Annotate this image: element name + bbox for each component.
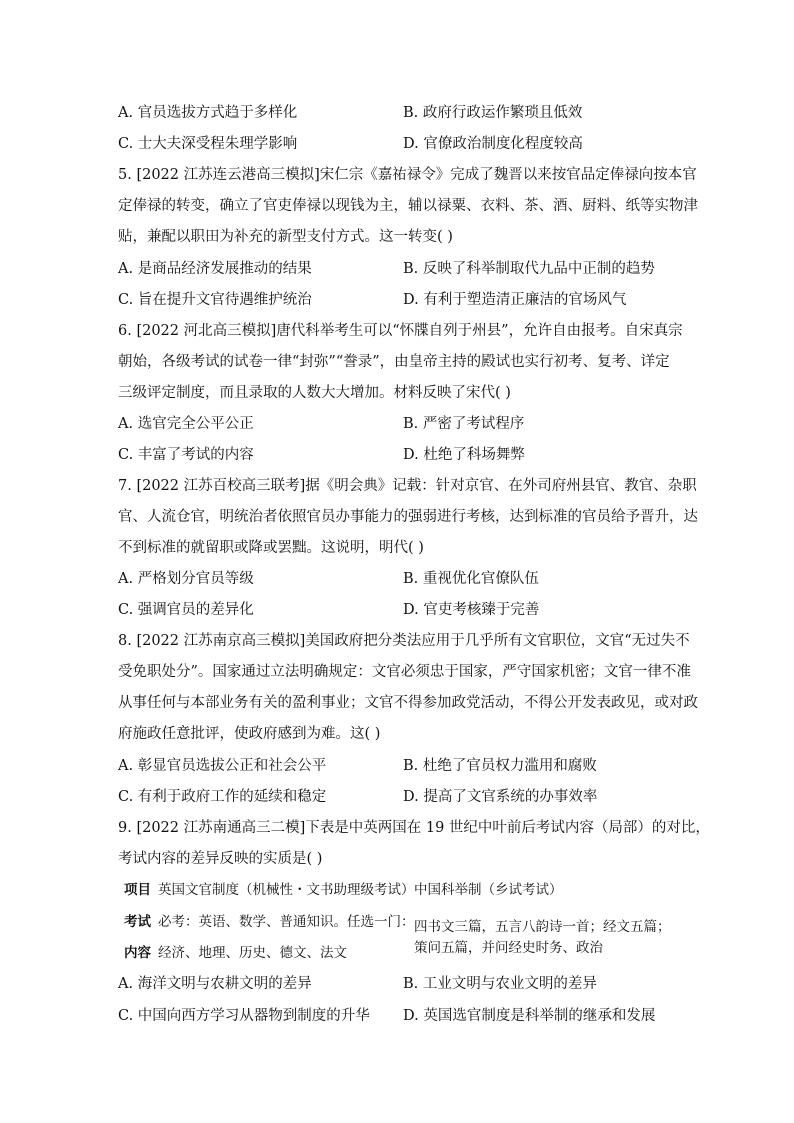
q4-option-a: A. 官员选拔方式趋于多样化 [118, 105, 298, 121]
q7-stem-line-3: 不到标准的就留职或降或罢黜。这说明，明代( ) [118, 540, 424, 556]
q7-option-a: A. 严格划分官员等级 [118, 571, 254, 587]
table-header-uk: 英国文官制度（机械性・文书助理级考试） [158, 882, 415, 898]
q8-option-d: D. 提高了文官系统的办事效率 [403, 789, 598, 805]
q6-option-c: C. 丰富了考试的内容 [118, 447, 254, 463]
q9-option-d: D. 英国选官制度是科举制的继承和发展 [403, 1008, 656, 1024]
q4-option-c: C. 士大夫深受程朱理学影响 [118, 136, 298, 152]
q5-stem-line-2: 定俸禄的转变，确立了官吏俸禄以现钱为主，辅以禄粟、衣料、茶、酒、厨料、纸等实物津 [118, 198, 698, 214]
q8-stem-line-4: 府施政任意批评，使政府感到为难。这( ) [118, 726, 381, 742]
q4-option-b: B. 政府行政运作繁琐且低效 [403, 105, 583, 121]
table-header-label: 项目 [124, 882, 151, 898]
q9-option-b: B. 工业文明与农业文明的差异 [403, 976, 597, 992]
q5-option-d: D. 有利于塑造清正廉洁的官场风气 [403, 292, 627, 308]
q7-option-c: C. 强调官员的差异化 [118, 602, 254, 618]
table-row-label-2: 内容 [124, 945, 151, 961]
q6-option-a: A. 选官完全公平公正 [118, 416, 254, 432]
q5-option-b: B. 反映了科举制取代九品中正制的趋势 [403, 261, 655, 277]
q6-option-b: B. 严密了考试程序 [403, 416, 525, 432]
q9-stem-line-1: 9. [2022 江苏南通高三二模]下表是中英两国在 19 世纪中叶前后考试内容（局部）的对比， [118, 820, 710, 836]
q7-option-d: D. 官吏考核臻于完善 [403, 602, 540, 618]
q9-option-a: A. 海洋文明与农耕文明的差异 [118, 976, 312, 992]
q5-stem-line-1: 5. [2022 江苏连云港高三模拟]宋仁宗《嘉祐禄令》完成了魏晋以来按官品定俸禄向按本官 [118, 167, 697, 183]
q5-option-c: C. 旨在提升文官待遇维护统治 [118, 292, 312, 308]
table-header-cn: 中国科举制（乡试考试） [414, 882, 563, 898]
q7-stem-line-1: 7. [2022 江苏百校高三联考]据《明会典》记载：针对京官、在外司府州县官、教官、杂职 [118, 478, 697, 494]
q6-option-d: D. 杜绝了科场舞弊 [403, 447, 525, 463]
q9-stem-line-2: 考试内容的差异反映的实质是( ) [118, 851, 323, 867]
q5-stem-line-3: 贴，兼配以职田为补充的新型支付方式。这一转变( ) [118, 229, 453, 245]
q6-stem-line-2: 朝始，各级考试的试卷一律“封弥”“誊录”，由皇帝主持的殿试也实行初考、复考、详定 [118, 354, 670, 370]
q9-option-c: C. 中国向西方学习从器物到制度的升华 [118, 1008, 370, 1024]
q4-option-d: D. 官僚政治制度化程度较高 [403, 136, 583, 152]
q7-stem-line-2: 官、人流仓官，明统治者依照官员办事能力的强弱进行考核，达到标准的官员给予晋升，达 [118, 509, 698, 525]
q6-stem-line-1: 6. [2022 河北高三模拟]唐代科举考生可以“怀牒自列于州县”，允许自由报考。自宋真宗 [118, 323, 683, 339]
q8-option-a: A. 彰显官员选拔公正和社会公平 [118, 758, 327, 774]
q7-option-b: B. 重视优化官僚队伍 [403, 571, 539, 587]
q8-stem-line-2: 受免职处分”。国家通过立法明确规定：文官必须忠于国家，严守国家机密；文官一律不准 [118, 664, 691, 680]
q8-stem-line-1: 8. [2022 江苏南京高三模拟]美国政府把分类法应用于几乎所有文官职位，文官“无过失不 [118, 633, 690, 649]
q6-stem-line-3: 三级评定制度，而且录取的人数大大增加。材料反映了宋代( ) [118, 385, 511, 401]
table-row-label-1: 考试 [124, 914, 151, 930]
q8-option-c: C. 有利于政府工作的延续和稳定 [118, 789, 327, 805]
table-cn-content-line-1: 四书文三篇，五言八韵诗一首；经文五篇； [414, 919, 671, 935]
q5-option-a: A. 是商品经济发展推动的结果 [118, 261, 312, 277]
table-uk-content-line-2: 经济、地理、历史、德文、法文 [158, 945, 347, 961]
q8-option-b: B. 杜绝了官员权力滥用和腐败 [403, 758, 597, 774]
table-uk-content-line-1: 必考：英语、数学、普通知识。任选一门： [158, 914, 415, 930]
q8-stem-line-3: 从事任何与本部业务有关的盈利事业；文官不得参加政党活动，不得公开发表政见，或对政 [118, 695, 698, 711]
table-cn-content-line-2: 策问五篇，并问经史时务、政治 [414, 940, 603, 956]
